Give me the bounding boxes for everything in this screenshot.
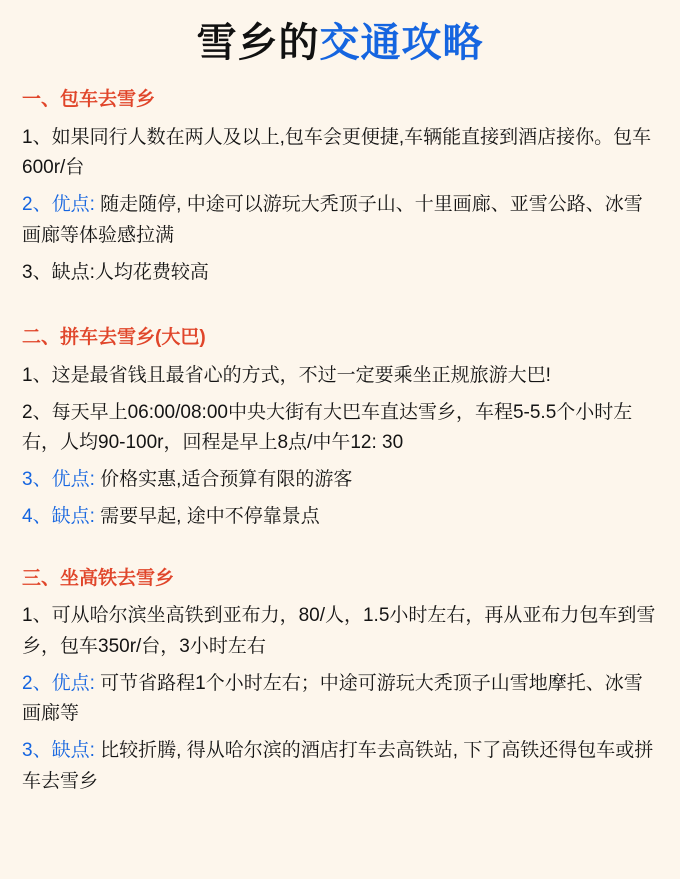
item-number: 1、 [22,605,52,627]
list-item [22,361,660,392]
item-text: 需要早起, 途中不停靠景点 [100,505,320,527]
item-label: 缺点: [51,740,95,762]
item-number: 2、 [22,401,52,423]
section-heading: 三、坐高铁去雪乡 [22,567,175,589]
item-label: 优点: [51,469,95,491]
list-item [22,190,660,252]
section-carpool-bus [20,324,660,532]
item-number: 2、 [22,672,52,694]
item-text: 价格实惠,适合预算有限的游客 [100,469,353,491]
list-item [22,601,660,663]
section-spacer [20,298,660,324]
item-number: 1、 [22,126,52,148]
item-text: 缺点:人均花费较高 [51,261,209,283]
list-item [22,736,660,798]
section-heading: 二、拼车去雪乡(大巴) [22,327,206,349]
item-number: 3、 [22,469,52,491]
section-spacer [20,543,660,565]
item-number: 4、 [22,505,52,527]
section-high-speed-rail [20,565,660,798]
item-number: 3、 [22,740,52,762]
item-text: 随走随停, 中途可以游玩大秃顶子山、十里画廊、亚雪公路、冰雪画廊等体验感拉满 [22,194,643,246]
list-item [22,465,660,496]
list-item [22,502,660,533]
item-text: 这是最省钱且最省心的方式，不过一定要乘坐正规旅游大巴! [51,364,551,386]
item-text: 每天早上06:00/08:00中央大街有大巴车直达雪乡，车程5-5.5个小时左右，人均90-100r，回程是早上8点/中午12: 30 [22,401,633,454]
list-item [22,669,660,731]
item-number: 3、 [22,261,52,283]
list-item [22,123,660,185]
list-item [22,258,660,289]
section-charter-car [20,86,660,288]
item-label: 缺点: [51,505,95,527]
page-title [20,18,660,68]
item-label: 优点: [51,672,95,694]
item-text: 比较折腾, 得从哈尔滨的酒店打车去高铁站, 下了高铁还得包车或拼车去雪乡 [22,740,654,792]
item-text: 如果同行人数在两人及以上,包车会更便捷,车辆能直接到酒店接你。包车600r/台 [22,126,652,179]
page-title-part2: 交通攻略 [319,21,484,65]
item-number: 1、 [22,364,52,386]
list-item [22,398,660,460]
section-heading: 一、包车去雪乡 [22,89,156,110]
item-number: 2、 [22,194,52,216]
item-text: 可从哈尔滨坐高铁到亚布力，80/人，1.5小时左右，再从亚布力包车到雪乡，包车350r/台，3小时左右 [22,605,656,657]
page-title-part1: 雪乡的 [196,21,320,65]
item-label: 优点: [51,194,95,216]
item-text: 可节省路程1个小时左右；中途可游玩大秃顶子山雪地摩托、冰雪画廊等 [22,672,643,725]
